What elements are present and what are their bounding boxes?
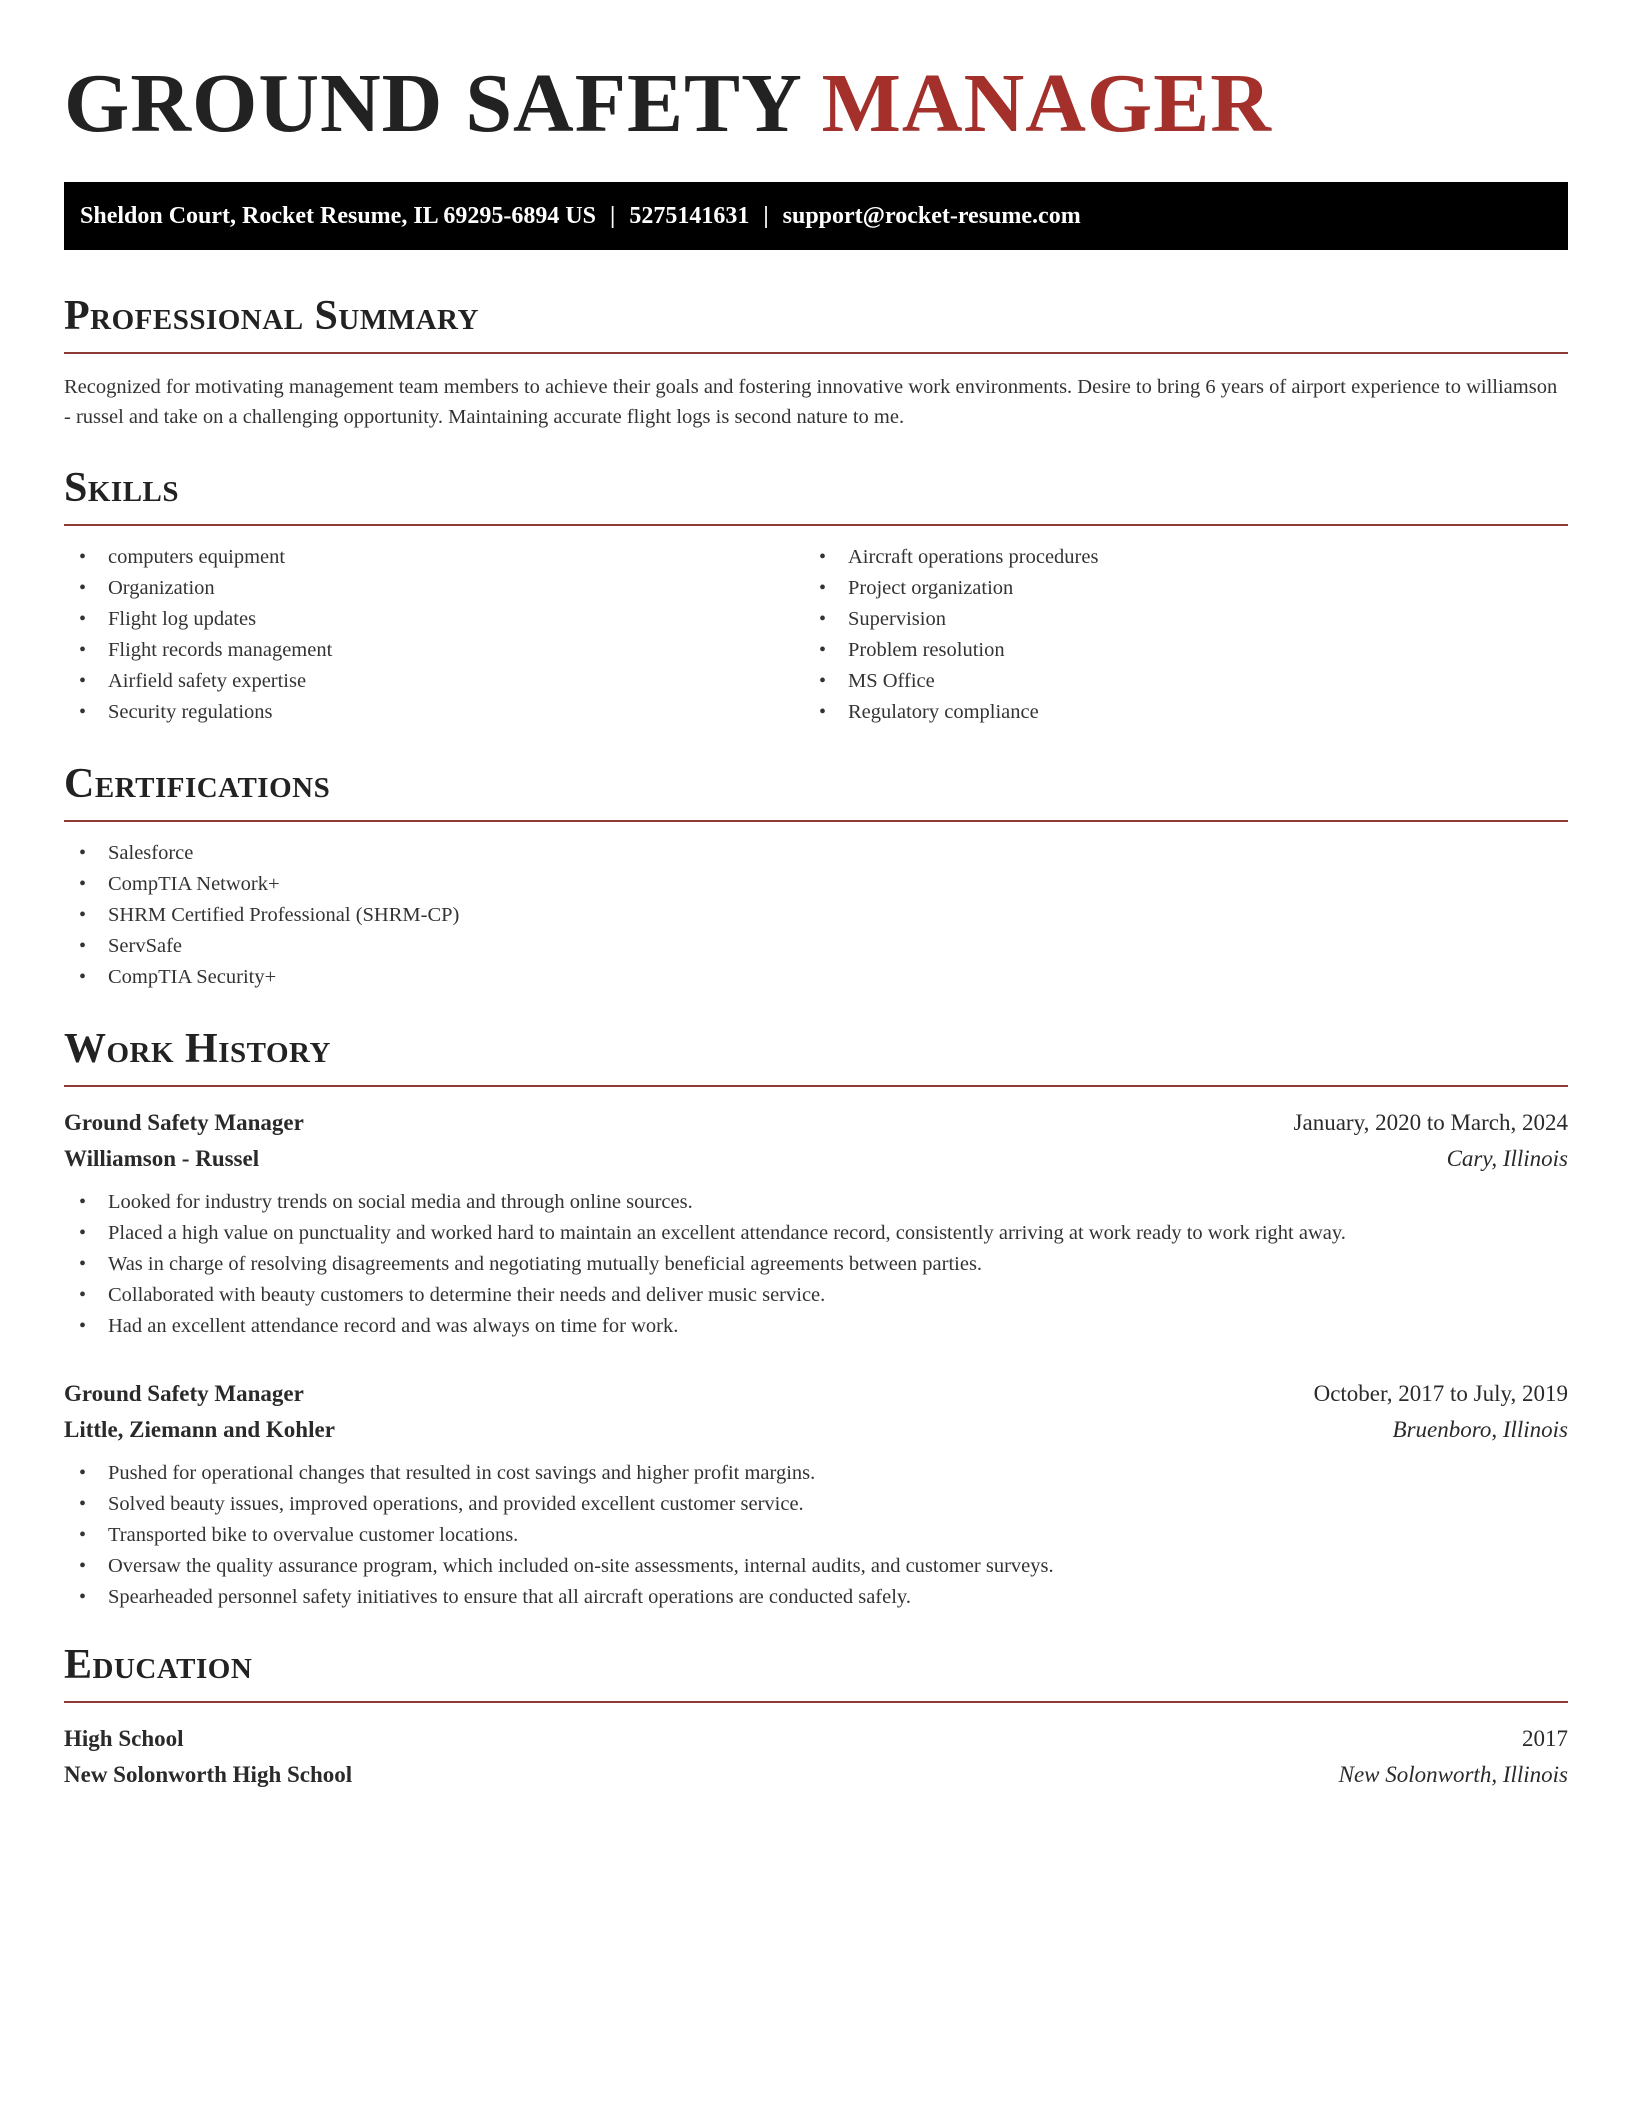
certification-item: • SHRM Certified Professional (SHRM-CP) — [64, 900, 1568, 931]
bullet-icon: • — [79, 1524, 87, 1546]
job-entry — [64, 1376, 1568, 1613]
bullet-icon: • — [79, 639, 87, 661]
job-bullet-item: • Looked for industry trends on social media and through online sources. — [64, 1187, 1568, 1218]
contact-separator: | — [610, 203, 616, 229]
skills-section — [64, 462, 1568, 728]
bullet-icon: • — [79, 1586, 87, 1608]
contact-separator: | — [763, 203, 769, 229]
job-entry — [64, 1105, 1568, 1342]
bullet-icon: • — [79, 670, 87, 692]
job-location: Bruenboro, Illinois — [1392, 1417, 1568, 1442]
skill-item: • Organization — [64, 573, 804, 604]
section-divider — [64, 1701, 1568, 1703]
section-title-work-history: Work History — [64, 1026, 331, 1072]
section-divider — [64, 524, 1568, 526]
section-divider — [64, 820, 1568, 822]
bullet-icon: • — [819, 608, 827, 630]
job-bullets — [64, 1187, 1568, 1342]
section-title-skills: Skills — [64, 465, 180, 511]
bullet-icon: • — [79, 1284, 87, 1306]
skills-columns — [64, 542, 1568, 728]
skill-item: • Project organization — [804, 573, 1544, 604]
certification-item: • CompTIA Network+ — [64, 869, 1568, 900]
contact-email[interactable]: support@rocket-resume.com — [782, 203, 1081, 229]
resume-name — [64, 58, 1568, 150]
section-title-summary: Professional Summary — [64, 293, 479, 339]
certification-item: • ServSafe — [64, 931, 1568, 962]
education-section — [64, 1639, 1568, 1793]
skill-item: • Flight log updates — [64, 604, 804, 635]
job-company: Little, Ziemann and Kohler — [64, 1417, 335, 1442]
bullet-icon: • — [79, 873, 87, 895]
education-year: 2017 — [1522, 1726, 1568, 1751]
bullet-icon: • — [79, 701, 87, 723]
contact-phone[interactable]: 5275141631 — [629, 203, 750, 229]
job-company-row — [64, 1412, 1568, 1448]
skill-item: • Problem resolution — [804, 635, 1544, 666]
section-divider — [64, 352, 1568, 354]
bullet-icon: • — [79, 1462, 87, 1484]
contact-address: Sheldon Court, Rocket Resume, IL 69295-6894 US — [80, 203, 597, 229]
bullet-icon: • — [819, 577, 827, 599]
certifications-section — [64, 758, 1568, 993]
job-header-row — [64, 1376, 1568, 1412]
job-bullet-item: • Pushed for operational changes that resulted in cost savings and higher profit margins. — [64, 1458, 1568, 1489]
bullet-icon: • — [79, 1493, 87, 1515]
skill-item: • Flight records management — [64, 635, 804, 666]
job-header-row — [64, 1105, 1568, 1141]
job-location: Cary, Illinois — [1446, 1146, 1568, 1171]
bullet-icon: • — [79, 966, 87, 988]
bullet-icon: • — [79, 842, 87, 864]
bullet-icon: • — [79, 935, 87, 957]
job-title: Ground Safety Manager — [64, 1381, 304, 1406]
job-bullet-item: • Spearheaded personnel safety initiatives to ensure that all aircraft operations are conducted safely. — [64, 1582, 1568, 1613]
job-dates: October, 2017 to July, 2019 — [1313, 1381, 1568, 1406]
bullet-icon: • — [819, 546, 827, 568]
education-entry — [64, 1721, 1568, 1793]
skill-item: • Regulatory compliance — [804, 697, 1544, 728]
skill-item: • Aircraft operations procedures — [804, 542, 1544, 573]
section-title-education: Education — [64, 1642, 253, 1688]
education-location: New Solonworth, Illinois — [1338, 1762, 1568, 1787]
bullet-icon: • — [79, 1555, 87, 1577]
bullet-icon: • — [819, 670, 827, 692]
bullet-icon: • — [819, 701, 827, 723]
certification-item: • CompTIA Security+ — [64, 962, 1568, 993]
bullet-icon: • — [79, 608, 87, 630]
summary-section — [64, 290, 1568, 432]
job-company-row — [64, 1141, 1568, 1177]
summary-text: Recognized for motivating management team members to achieve their goals and fostering innovative work environments. Desire to bring 6 years of airport experience to williamson - russel and take on a challenging opportunity. Maintaining accurate flight logs is second nature to me. — [64, 376, 1558, 428]
bullet-icon: • — [79, 1222, 87, 1244]
skill-item: • Airfield safety expertise — [64, 666, 804, 697]
education-school: New Solonworth High School — [64, 1762, 353, 1787]
contact-bar — [64, 182, 1568, 250]
job-bullet-item: • Solved beauty issues, improved operations, and provided excellent customer service. — [64, 1489, 1568, 1520]
section-title-certifications: Certifications — [64, 761, 331, 807]
name-accent: MANAGER — [821, 57, 1272, 150]
bullet-icon: • — [79, 577, 87, 599]
certifications-list — [64, 838, 1568, 993]
job-title: Ground Safety Manager — [64, 1110, 304, 1135]
education-header-row — [64, 1721, 1568, 1757]
bullet-icon: • — [79, 546, 87, 568]
work-history-section — [64, 1023, 1568, 1613]
bullet-icon: • — [79, 904, 87, 926]
skill-item: • computers equipment — [64, 542, 804, 573]
job-dates: January, 2020 to March, 2024 — [1293, 1110, 1568, 1135]
skill-item: • Supervision — [804, 604, 1544, 635]
education-school-row — [64, 1757, 1568, 1793]
job-bullet-item: • Had an excellent attendance record and was always on time for work. — [64, 1311, 1568, 1342]
education-degree: High School — [64, 1726, 184, 1751]
certification-item: • Salesforce — [64, 838, 1568, 869]
bullet-icon: • — [819, 639, 827, 661]
bullet-icon: • — [79, 1253, 87, 1275]
name-primary: GROUND SAFETY — [64, 57, 800, 150]
job-bullet-item: • Placed a high value on punctuality and worked hard to maintain an excellent attendance record, consistently arriving at work ready to work right away. — [64, 1218, 1568, 1249]
skill-item: • MS Office — [804, 666, 1544, 697]
skills-list-right — [804, 542, 1544, 728]
job-bullets — [64, 1458, 1568, 1613]
skills-list-left — [64, 542, 804, 728]
job-company: Williamson - Russel — [64, 1146, 260, 1171]
bullet-icon: • — [79, 1191, 87, 1213]
job-bullet-item: • Was in charge of resolving disagreements and negotiating mutually beneficial agreements between parties. — [64, 1249, 1568, 1280]
job-bullet-item: • Transported bike to overvalue customer locations. — [64, 1520, 1568, 1551]
job-bullet-item: • Oversaw the quality assurance program, which included on-site assessments, internal audits, and customer surveys. — [64, 1551, 1568, 1582]
skill-item: • Security regulations — [64, 697, 804, 728]
bullet-icon: • — [79, 1315, 87, 1337]
job-bullet-item: • Collaborated with beauty customers to determine their needs and deliver music service. — [64, 1280, 1568, 1311]
section-divider — [64, 1085, 1568, 1087]
